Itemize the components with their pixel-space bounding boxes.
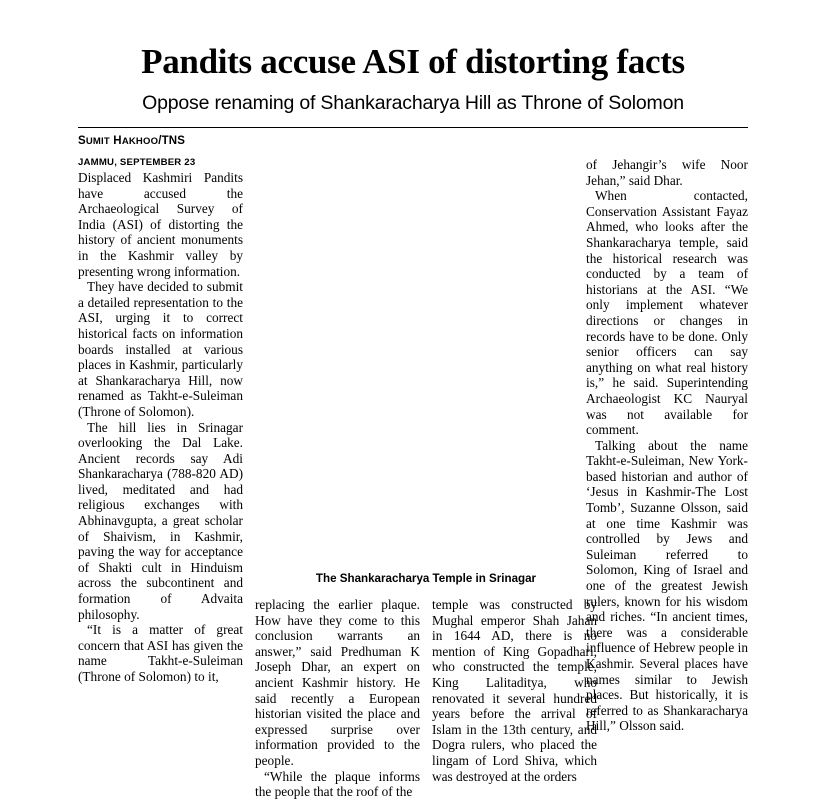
column-1 (78, 157, 243, 685)
column-2-body (255, 597, 420, 800)
article-photo (255, 157, 597, 569)
paragraph: They have decided to submit a detailed representation to the ASI, urging it to correct historical facts on information boards installed at various places in Kashmir, particularly at Shankaracharya Hill, now renamed as Takht-e-Suleiman (Throne of Solomon). (78, 279, 243, 419)
column-1-body (78, 170, 243, 685)
paragraph: Talking about the name Takht-e-Suleiman, New York-based historian and author of ‘Jesus in Kashmir-The Lost Tomb’, Suzanne Olsson, said at one time Kashmir was controlled by Jews and Suleiman referred to Solomon, King of Israel and one of the greatest Jewish rulers, known for his wisdom and riches. “In ancient times, there was a considerable influence of Hebrew people in Kashmir. Several places have names similar to Jewish places. But historically, it is referred to as Shankaracharya Hill,” Olsson said. (586, 437, 748, 734)
paragraph: replacing the earlier plaque. How have they come to this conclusion warrants an answer,” said Predhuman K Joseph Dhar, an expert on ancient Kashmir history. He said recently a European historian visited the place and expressed surprise over information provided to the people. (255, 597, 420, 768)
divider (78, 127, 748, 128)
paragraph: “It is a matter of great concern that ASI has given the name Takht-e-Suleiman (Throne of Solomon) to it, (78, 622, 243, 684)
paragraph: Displaced Kashmiri Pandits have accused the Archaeological Survey of India (ASI) of distorting the history of ancient monuments in the Kashmir valley by presenting wrong information. (78, 170, 243, 279)
column-3-body (432, 597, 597, 784)
paragraph: of Jehangir’s wife Noor Jehan,” said Dhar. (586, 157, 748, 188)
column-4-body (586, 157, 748, 734)
paragraph: temple was constructed by Mughal emperor Shah Jahan in 1644 AD, there is no mention of King Gopadhari, who constructed the temple, King Lalitaditya, who renovated it several hundred years before the arrival of Islam in the 13th century, and Dogra rulers, who placed the lingam of Lord Shiva, which was destroyed at the orders (432, 597, 597, 784)
page-title: Pandits accuse ASI of distorting facts (141, 42, 685, 81)
photo-caption: The Shankaracharya Temple in Srinagar (315, 572, 537, 585)
byline: SUMIT HAKHOO/TNS (78, 135, 186, 147)
paragraph: The hill lies in Srinagar overlooking the Dal Lake. Ancient records say Adi Shankaracharya (788-820 AD) lived, meditated and had religious exchanges with Abhinavgupta, a great scholar of Shaivism, in Kashmir, paving the way for acceptance of Shakti cult in Hinduism across the subcontinent and formation of Advaita philosophy. (78, 419, 243, 622)
subheadline: Oppose renaming of Shankaracharya Hill as Throne of Solomon (142, 92, 684, 114)
paragraph: When contacted, Conservation Assistant Fayaz Ahmed, who looks after the Shankaracharya temple, said the historical research was conducted by a team of historians at the ASI. “We only implement whatever directions or changes in records have to be done. Only senior officers can say anything on what real history is,” he said. Superintending Archaeologist KC Nauryal was not available for comment. (586, 188, 748, 438)
dateline: JAMMU, SEPTEMBER 23 (78, 157, 196, 168)
paragraph: “While the plaque informs the people that the roof of the (255, 768, 420, 800)
